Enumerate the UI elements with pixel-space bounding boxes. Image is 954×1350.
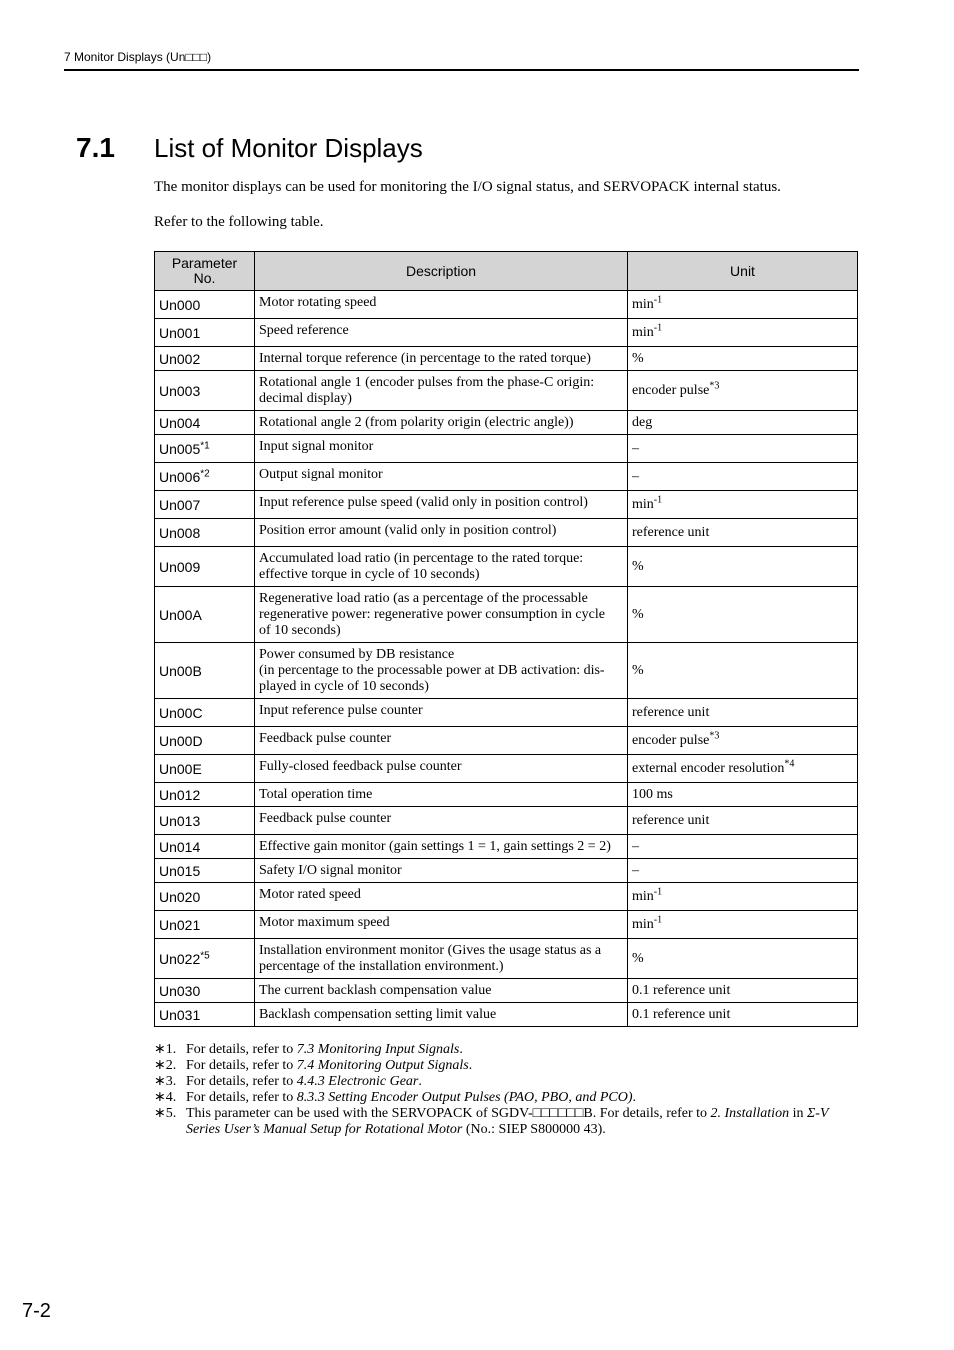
table-row — [155, 435, 858, 463]
description-line: Motor rated speed — [259, 887, 361, 902]
description-cell — [255, 519, 628, 547]
description-line: Installation environment monitor (Gives the usage status as a — [259, 943, 602, 958]
description-line: Input reference pulse counter — [259, 703, 423, 718]
table-row — [155, 727, 858, 755]
unit-cell — [628, 883, 858, 911]
description-cell — [255, 859, 628, 883]
page-number: 7-2 — [22, 1300, 51, 1322]
parameter-cell — [155, 519, 255, 547]
parameter-footnote-ref: *5 — [200, 949, 210, 961]
footnote-mark: ∗4. — [154, 1090, 177, 1105]
unit-value: external encoder resolution — [632, 760, 785, 776]
table-row — [155, 587, 858, 643]
unit-superscript: -1 — [653, 493, 663, 505]
parameter-cell — [155, 291, 255, 319]
parameter-number: Un00B — [159, 662, 202, 679]
unit-value: – — [632, 468, 639, 484]
description-line: effective torque in cycle of 10 seconds) — [259, 567, 480, 582]
unit-superscript: *3 — [709, 729, 720, 741]
parameter-cell — [155, 911, 255, 939]
table-row — [155, 319, 858, 347]
footnote-text-part: . — [459, 1042, 463, 1057]
unit-cell — [628, 491, 858, 519]
refer-paragraph: Refer to the following table. — [154, 214, 324, 230]
unit-value: deg — [632, 414, 653, 430]
table-row — [155, 411, 858, 435]
footnote-text-part: in — [789, 1106, 807, 1121]
unit-superscript: -1 — [653, 321, 663, 333]
description-cell — [255, 643, 628, 699]
header-no-label: No. — [193, 270, 216, 286]
unit-value: min — [632, 296, 654, 312]
description-cell — [255, 587, 628, 643]
table-row — [155, 1003, 858, 1027]
parameter-number: Un005 — [159, 440, 201, 457]
unit-value: min — [632, 888, 654, 904]
footnote-text — [186, 1074, 860, 1090]
description-line: Feedback pulse counter — [259, 811, 392, 826]
footnote-reference-title: 8.3.3 Setting Encoder Output Pulses (PAO, PBO, and PCO) — [296, 1090, 633, 1105]
description-cell — [255, 319, 628, 347]
parameter-number: Un000 — [159, 296, 201, 313]
parameter-cell — [155, 979, 255, 1003]
parameter-footnote-ref: *1 — [200, 439, 210, 451]
parameter-cell — [155, 755, 255, 783]
description-line: played in cycle of 10 seconds) — [259, 679, 429, 694]
parameter-cell — [155, 491, 255, 519]
unit-value: – — [632, 862, 639, 878]
table-row — [155, 643, 858, 699]
description-cell — [255, 727, 628, 755]
header-parameter-no — [155, 252, 255, 291]
parameter-cell — [155, 883, 255, 911]
running-header: 7 Monitor Displays (Un□□□) — [64, 50, 212, 64]
unit-cell — [628, 519, 858, 547]
unit-cell — [628, 435, 858, 463]
description-cell — [255, 699, 628, 727]
description-cell — [255, 347, 628, 371]
unit-value: min — [632, 324, 654, 340]
footnote-reference-title: 7.4 Monitoring Output Signals — [296, 1058, 469, 1073]
unit-value: % — [632, 350, 644, 366]
monitor-display-table — [154, 251, 858, 1027]
parameter-number: Un006 — [159, 468, 201, 485]
table-row — [155, 371, 858, 411]
footnote-text — [186, 1106, 860, 1138]
description-cell — [255, 979, 628, 1003]
table-row — [155, 939, 858, 979]
unit-cell — [628, 699, 858, 727]
unit-value: – — [632, 440, 639, 456]
header-unit: Unit — [628, 252, 858, 291]
table-row — [155, 491, 858, 519]
unit-superscript: *3 — [709, 379, 720, 391]
table-row — [155, 911, 858, 939]
parameter-cell — [155, 1003, 255, 1027]
unit-cell — [628, 835, 858, 859]
unit-superscript: -1 — [653, 885, 663, 897]
unit-value: % — [632, 606, 644, 622]
parameter-cell — [155, 319, 255, 347]
table-header-row — [155, 252, 858, 291]
description-cell — [255, 435, 628, 463]
footnote-text — [186, 1090, 860, 1106]
parameter-number: Un020 — [159, 888, 201, 905]
footnote-text-part: For details, refer to — [186, 1058, 297, 1073]
description-line: The current backlash compensation value — [259, 983, 492, 998]
description-cell — [255, 491, 628, 519]
parameter-number: Un00A — [159, 606, 202, 623]
unit-superscript: -1 — [653, 913, 663, 925]
table-row — [155, 519, 858, 547]
description-line: Input signal monitor — [259, 439, 374, 454]
table-row — [155, 835, 858, 859]
table-row — [155, 547, 858, 587]
parameter-number: Un002 — [159, 350, 201, 367]
unit-cell — [628, 463, 858, 491]
unit-value: 0.1 reference unit — [632, 1006, 731, 1022]
description-cell — [255, 783, 628, 807]
parameter-cell — [155, 463, 255, 491]
description-line: Power consumed by DB resistance — [259, 647, 455, 662]
parameter-number: Un00C — [159, 704, 203, 721]
parameter-number: Un001 — [159, 324, 201, 341]
parameter-cell — [155, 411, 255, 435]
footnote-mark: ∗5. — [154, 1106, 177, 1121]
unit-cell — [628, 755, 858, 783]
description-line: percentage of the installation environment.) — [259, 959, 504, 974]
description-cell — [255, 291, 628, 319]
parameter-footnote-ref: *2 — [200, 467, 210, 479]
description-line: Rotational angle 1 (encoder pulses from the phase-C origin: — [259, 375, 595, 390]
description-cell — [255, 463, 628, 491]
unit-cell — [628, 347, 858, 371]
description-line: Motor maximum speed — [259, 915, 390, 930]
parameter-number: Un030 — [159, 982, 201, 999]
unit-value: encoder pulse — [632, 732, 710, 748]
unit-value: % — [632, 558, 644, 574]
header-description: Description — [255, 252, 628, 291]
description-line: Effective gain monitor (gain settings 1 = 1, gain settings 2 = 2) — [259, 839, 611, 854]
description-line: Backlash compensation setting limit value — [259, 1007, 497, 1022]
unit-value: % — [632, 950, 644, 966]
parameter-number: Un008 — [159, 524, 201, 541]
description-cell — [255, 1003, 628, 1027]
parameter-number: Un003 — [159, 382, 201, 399]
description-cell — [255, 411, 628, 435]
header-parameter-label: Parameter — [171, 255, 238, 271]
table-row — [155, 783, 858, 807]
header-rule — [64, 69, 859, 71]
parameter-cell — [155, 807, 255, 835]
unit-cell — [628, 783, 858, 807]
description-line: Rotational angle 2 (from polarity origin (electric angle)) — [259, 415, 574, 430]
section-title: List of Monitor Displays — [154, 133, 423, 163]
unit-value: reference unit — [632, 704, 710, 720]
footnote-mark: ∗2. — [154, 1058, 177, 1073]
unit-cell — [628, 319, 858, 347]
description-line: of 10 seconds) — [259, 623, 341, 638]
unit-cell — [628, 979, 858, 1003]
unit-cell — [628, 587, 858, 643]
footnote-reference-title: Σ-V Series User’s Manual Setup for Rotational Motor — [186, 1106, 829, 1137]
description-line: Regenerative load ratio (as a percentage of the processable — [259, 591, 588, 606]
footnote — [154, 1106, 860, 1138]
unit-cell — [628, 727, 858, 755]
description-line: Output signal monitor — [259, 467, 383, 482]
footnote-text-part: . — [632, 1090, 636, 1105]
footnote — [154, 1042, 860, 1058]
footnote-mark: ∗3. — [154, 1074, 177, 1089]
unit-value: – — [632, 838, 639, 854]
parameter-cell — [155, 643, 255, 699]
table-row — [155, 699, 858, 727]
unit-cell — [628, 643, 858, 699]
intro-paragraph: The monitor displays can be used for monitoring the I/O signal status, and SERVOPACK internal status. — [154, 179, 781, 195]
table-row — [155, 979, 858, 1003]
parameter-number: Un013 — [159, 812, 201, 829]
table-row — [155, 755, 858, 783]
parameter-cell — [155, 835, 255, 859]
unit-value: reference unit — [632, 812, 710, 828]
footnote-reference-title: 7.3 Monitoring Input Signals — [296, 1042, 460, 1057]
unit-value: min — [632, 496, 654, 512]
parameter-number: Un004 — [159, 414, 201, 431]
unit-value: min — [632, 916, 654, 932]
unit-value: encoder pulse — [632, 382, 710, 398]
description-line: Motor rotating speed — [259, 295, 377, 310]
description-cell — [255, 883, 628, 911]
table-body — [155, 291, 858, 1027]
parameter-number: Un012 — [159, 786, 201, 803]
unit-value: 0.1 reference unit — [632, 982, 731, 998]
parameter-cell — [155, 435, 255, 463]
unit-cell — [628, 371, 858, 411]
description-line: Fully-closed feedback pulse counter — [259, 759, 462, 774]
description-cell — [255, 547, 628, 587]
parameter-cell — [155, 727, 255, 755]
footnote-text-part: This parameter can be used with the SERVOPACK of SGDV-□□□□□□B. For details, refer to — [186, 1106, 711, 1121]
footnote-text-part: For details, refer to — [186, 1042, 297, 1057]
footnote-text-part: . — [418, 1074, 422, 1089]
parameter-cell — [155, 347, 255, 371]
parameter-number: Un007 — [159, 496, 201, 513]
parameter-cell — [155, 939, 255, 979]
description-line: Position error amount (valid only in position control) — [259, 523, 557, 538]
table-row — [155, 347, 858, 371]
table-row — [155, 807, 858, 835]
unit-cell — [628, 1003, 858, 1027]
footnotes — [154, 1042, 860, 1138]
unit-cell — [628, 911, 858, 939]
parameter-number: Un00D — [159, 732, 203, 749]
description-cell — [255, 835, 628, 859]
table-row — [155, 463, 858, 491]
parameter-number: Un031 — [159, 1006, 201, 1023]
unit-cell — [628, 939, 858, 979]
parameter-cell — [155, 859, 255, 883]
parameter-number: Un009 — [159, 558, 201, 575]
parameter-number: Un00E — [159, 760, 202, 777]
unit-superscript: -1 — [653, 293, 663, 305]
footnote-reference-title: 2. Installation — [710, 1106, 790, 1121]
footnote — [154, 1058, 860, 1074]
description-line: Speed reference — [259, 323, 349, 338]
footnote-mark: ∗1. — [154, 1042, 177, 1057]
unit-cell — [628, 291, 858, 319]
footnote — [154, 1090, 860, 1106]
footnote-reference-title: 4.4.3 Electronic Gear — [296, 1074, 419, 1089]
parameter-cell — [155, 371, 255, 411]
parameter-cell — [155, 547, 255, 587]
footnote-text-part: (No.: SIEP S800000 43). — [462, 1122, 606, 1137]
table-row — [155, 291, 858, 319]
parameter-number: Un021 — [159, 916, 201, 933]
unit-superscript: *4 — [784, 757, 795, 769]
footnote-text-part: For details, refer to — [186, 1090, 297, 1105]
parameter-cell — [155, 699, 255, 727]
footnote-text-part: For details, refer to — [186, 1074, 297, 1089]
description-cell — [255, 755, 628, 783]
parameter-cell — [155, 587, 255, 643]
description-line: Safety I/O signal monitor — [259, 863, 402, 878]
parameter-number: Un014 — [159, 838, 201, 855]
unit-cell — [628, 411, 858, 435]
parameter-number: Un015 — [159, 862, 201, 879]
description-cell — [255, 807, 628, 835]
description-line: Input reference pulse speed (valid only in position control) — [259, 495, 588, 510]
description-line: Accumulated load ratio (in percentage to the rated torque: — [259, 551, 584, 566]
unit-cell — [628, 859, 858, 883]
unit-cell — [628, 807, 858, 835]
parameter-number: Un022 — [159, 950, 201, 967]
footnote — [154, 1074, 860, 1090]
table-row — [155, 883, 858, 911]
unit-value: % — [632, 662, 644, 678]
table-row — [155, 859, 858, 883]
description-cell — [255, 911, 628, 939]
unit-cell — [628, 547, 858, 587]
unit-value: reference unit — [632, 524, 710, 540]
unit-value: 100 ms — [632, 786, 673, 802]
description-cell — [255, 371, 628, 411]
description-cell — [255, 939, 628, 979]
description-line: Internal torque reference (in percentage to the rated torque) — [259, 351, 591, 366]
description-line: Total operation time — [259, 787, 373, 802]
description-line: decimal display) — [259, 391, 352, 406]
description-line: regenerative power: regenerative power consumption in cycle — [259, 607, 605, 622]
description-line: Feedback pulse counter — [259, 731, 392, 746]
description-line: (in percentage to the processable power at DB activation: dis- — [259, 663, 605, 678]
section-number: 7.1 — [76, 132, 115, 163]
footnote-text — [186, 1042, 860, 1058]
parameter-cell — [155, 783, 255, 807]
footnote-text — [186, 1058, 860, 1074]
footnote-text-part: . — [468, 1058, 473, 1073]
